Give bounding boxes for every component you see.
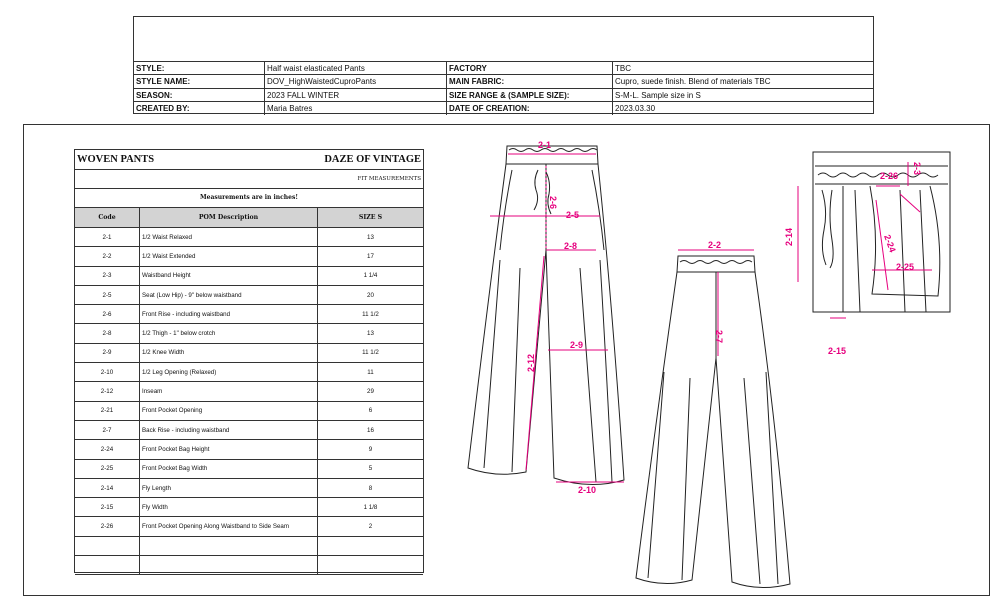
back-drape-lines bbox=[648, 372, 778, 584]
front-pants-drawing bbox=[468, 146, 624, 485]
pom-code: 2-3 bbox=[75, 267, 140, 286]
dim-label: 2-15 bbox=[828, 346, 847, 356]
pom-code: 2-25 bbox=[75, 460, 140, 479]
header-label: STYLE: bbox=[134, 62, 265, 75]
dim-label: 2-25 bbox=[896, 262, 915, 272]
dim-label: 2-2 bbox=[708, 240, 722, 250]
header-value: DOV_HighWaistedCuproPants bbox=[265, 75, 447, 88]
pom-code: 2-21 bbox=[75, 402, 140, 421]
header-label: CREATED BY: bbox=[134, 102, 265, 115]
pom-code: 2-10 bbox=[75, 363, 140, 382]
pom-size-value: 13 bbox=[318, 228, 423, 247]
dim-label: 2-9 bbox=[570, 340, 584, 350]
header-label: STYLE NAME: bbox=[134, 75, 265, 88]
dim-label: 2-6 bbox=[548, 196, 558, 210]
header-value: TBC bbox=[613, 62, 873, 75]
header-label: FACTORY bbox=[447, 62, 613, 75]
dim-label: 2-12 bbox=[526, 353, 536, 372]
pom-code: 2-2 bbox=[75, 247, 140, 266]
header-value: 2023 FALL WINTER bbox=[265, 89, 447, 102]
column-header-description: POM Description bbox=[140, 208, 318, 228]
pom-code: 2-15 bbox=[75, 498, 140, 517]
pom-description: Back Rise - including waistband bbox=[140, 421, 318, 440]
dim-label: 2-10 bbox=[578, 485, 597, 495]
pom-description: Front Pocket Opening bbox=[140, 402, 318, 421]
pom-code: 2-8 bbox=[75, 324, 140, 343]
pom-size-value: 6 bbox=[318, 402, 423, 421]
pom-size-value: 17 bbox=[318, 247, 423, 266]
dim-label: 2-8 bbox=[564, 241, 578, 251]
pom-code: 2-24 bbox=[75, 440, 140, 459]
pom-code: 2-5 bbox=[75, 286, 140, 305]
pom-size-value: 20 bbox=[318, 286, 423, 305]
pom-code: 2-1 bbox=[75, 228, 140, 247]
pom-code: 2-7 bbox=[75, 421, 140, 440]
pom-description: Fly Width bbox=[140, 498, 318, 517]
pom-code: 2-14 bbox=[75, 479, 140, 498]
dim-label: 2-24 bbox=[882, 233, 898, 254]
dim-label: 2-14 bbox=[784, 227, 794, 246]
header-value: Maria Batres bbox=[265, 102, 447, 115]
pom-description: 1/2 Leg Opening (Relaxed) bbox=[140, 363, 318, 382]
pom-code: 2-12 bbox=[75, 382, 140, 401]
header-label: SEASON: bbox=[134, 89, 265, 102]
front-pockets bbox=[500, 170, 604, 250]
pom-size-value: 1 1/4 bbox=[318, 267, 423, 286]
pom-code: 2-9 bbox=[75, 344, 140, 363]
pom-description: 1/2 Knee Width bbox=[140, 344, 318, 363]
pom-size-value: 11 1/2 bbox=[318, 344, 423, 363]
pom-size-value: 2 bbox=[318, 517, 423, 536]
pom-size-value: 29 bbox=[318, 382, 423, 401]
header-value: 2023.03.30 bbox=[615, 103, 656, 113]
header-label: MAIN FABRIC: bbox=[447, 75, 613, 88]
sheet-subtitle: FIT MEASUREMENTS bbox=[75, 170, 423, 189]
pom-description: Seat (Low Hip) - 9" below waistband bbox=[140, 286, 318, 305]
detail-pocket bbox=[870, 186, 940, 296]
detail-drawstring bbox=[822, 190, 833, 268]
pom-size-value: 1 1/8 bbox=[318, 498, 423, 517]
back-gathers bbox=[680, 261, 752, 264]
pom-description: Front Pocket Bag Height bbox=[140, 440, 318, 459]
pom-size-value: 16 bbox=[318, 421, 423, 440]
pom-size-value: 13 bbox=[318, 324, 423, 343]
column-header-code: Code bbox=[75, 208, 140, 228]
header-label: DATE OF CREATION: bbox=[447, 102, 613, 115]
sheet-brand-title: DAZE OF VINTAGE bbox=[324, 154, 421, 165]
front-gathers bbox=[509, 149, 597, 152]
pom-description: Fly Length bbox=[140, 479, 318, 498]
pom-size-value: 5 bbox=[318, 460, 423, 479]
dim-label: 2-5 bbox=[566, 210, 580, 220]
dim-line bbox=[900, 194, 920, 212]
back-waistband bbox=[677, 256, 755, 272]
sheet-units-note: Measurements are in inches! bbox=[75, 189, 423, 208]
dim-label: 2-26 bbox=[880, 171, 899, 181]
pom-description: 1/2 Waist Relaxed bbox=[140, 228, 318, 247]
pom-code: 2-6 bbox=[75, 305, 140, 324]
pom-description: Waistband Height bbox=[140, 267, 318, 286]
pom-description: Front Rise - including waistband bbox=[140, 305, 318, 324]
pom-description: Front Pocket Opening Along Waistband to Side Seam bbox=[140, 517, 318, 536]
pom-description: 1/2 Thigh - 1" below crotch bbox=[140, 324, 318, 343]
pom-code: 2-26 bbox=[75, 517, 140, 536]
detail-drape-lines bbox=[843, 186, 926, 312]
dim-label: 2-3 bbox=[912, 162, 922, 176]
sheet-category-title: WOVEN PANTS bbox=[77, 154, 155, 165]
column-header-size: SIZE S bbox=[318, 208, 423, 228]
pom-description: Inseam bbox=[140, 382, 318, 401]
pom-size-value: 11 bbox=[318, 363, 423, 382]
dim-label: 2-1 bbox=[538, 140, 552, 150]
pom-size-value: 9 bbox=[318, 440, 423, 459]
header-value: Half waist elasticated Pants bbox=[265, 62, 447, 75]
dimension-labels bbox=[526, 140, 922, 495]
pom-description: Front Pocket Bag Width bbox=[140, 460, 318, 479]
header-value: Cupro, suede finish. Blend of materials TBC bbox=[613, 75, 873, 88]
header-value: S-M-L. Sample size in S bbox=[613, 89, 873, 102]
pom-description: 1/2 Waist Extended bbox=[140, 247, 318, 266]
dim-label: 2-7 bbox=[714, 330, 724, 344]
back-pants-drawing bbox=[636, 256, 790, 588]
pom-size-value: 8 bbox=[318, 479, 423, 498]
front-waistband bbox=[506, 146, 598, 164]
header-label: SIZE RANGE & (SAMPLE SIZE): bbox=[447, 89, 613, 102]
pom-size-value: 11 1/2 bbox=[318, 305, 423, 324]
